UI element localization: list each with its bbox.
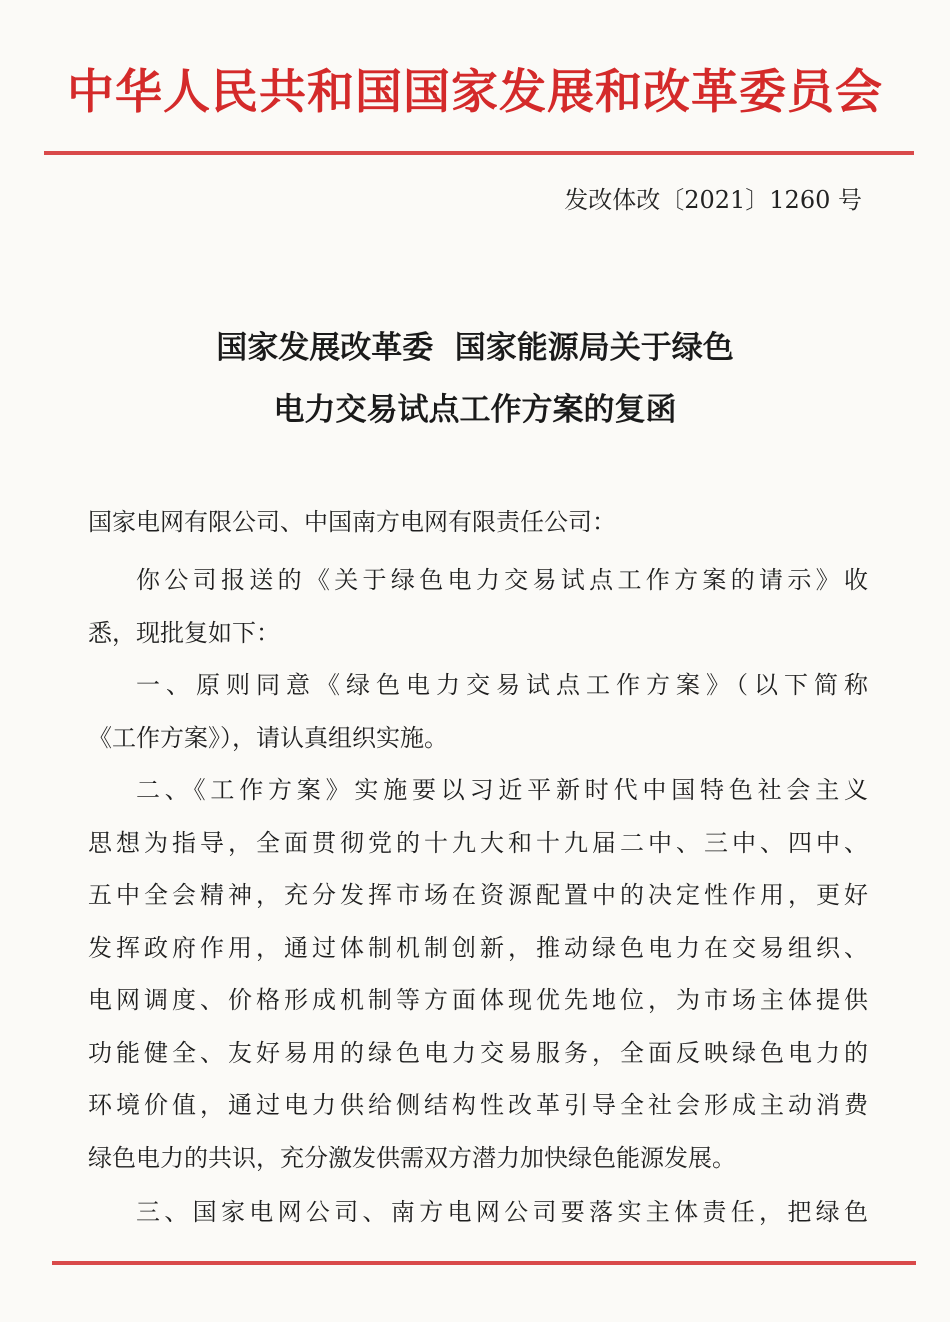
header-red-rule [44,151,914,155]
body-line: 二、《工作方案》实施要以习近平新时代中国特色社会主义 [136,776,868,804]
document-number: 发改体改〔2021〕1260 号 [564,186,862,214]
addressee: 国家电网有限公司、中国南方电网有限责任公司： [88,508,616,536]
document-title-line-1: 国家发展改革委 国家能源局关于绿色 [216,330,734,366]
footer-red-rule [52,1261,916,1265]
body-line: 五中全会精神，充分发挥市场在资源配置中的决定性作用，更好 [88,881,868,909]
issuer-header: 中华人民共和国国家发展和改革委员会 [67,65,883,120]
document-title-line-2: 电力交易试点工作方案的复函 [273,392,677,428]
body-line: 一、原则同意《绿色电力交易试点工作方案》（以下简称 [136,671,868,699]
body-line: 三、国家电网公司、南方电网公司要落实主体责任，把绿色 [136,1198,868,1226]
body-line: 《工作方案》），请认真组织实施。 [88,724,448,752]
body-line: 环境价值，通过电力供给侧结构性改革引导全社会形成主动消费 [88,1091,868,1119]
body-line: 电网调度、价格形成机制等方面体现优先地位，为市场主体提供 [88,986,868,1014]
body-line: 绿色电力的共识，充分激发供需双方潜力加快绿色能源发展。 [88,1144,736,1172]
body-line: 发挥政府作用，通过体制机制创新，推动绿色电力在交易组织、 [88,934,868,962]
body-line: 功能健全、友好易用的绿色电力交易服务，全面反映绿色电力的 [88,1039,868,1067]
body-line: 思想为指导，全面贯彻党的十九大和十九届二中、三中、四中、 [88,829,868,857]
body-line: 悉，现批复如下： [88,619,280,647]
body-line: 你公司报送的《关于绿色电力交易试点工作方案的请示》收 [136,566,868,594]
